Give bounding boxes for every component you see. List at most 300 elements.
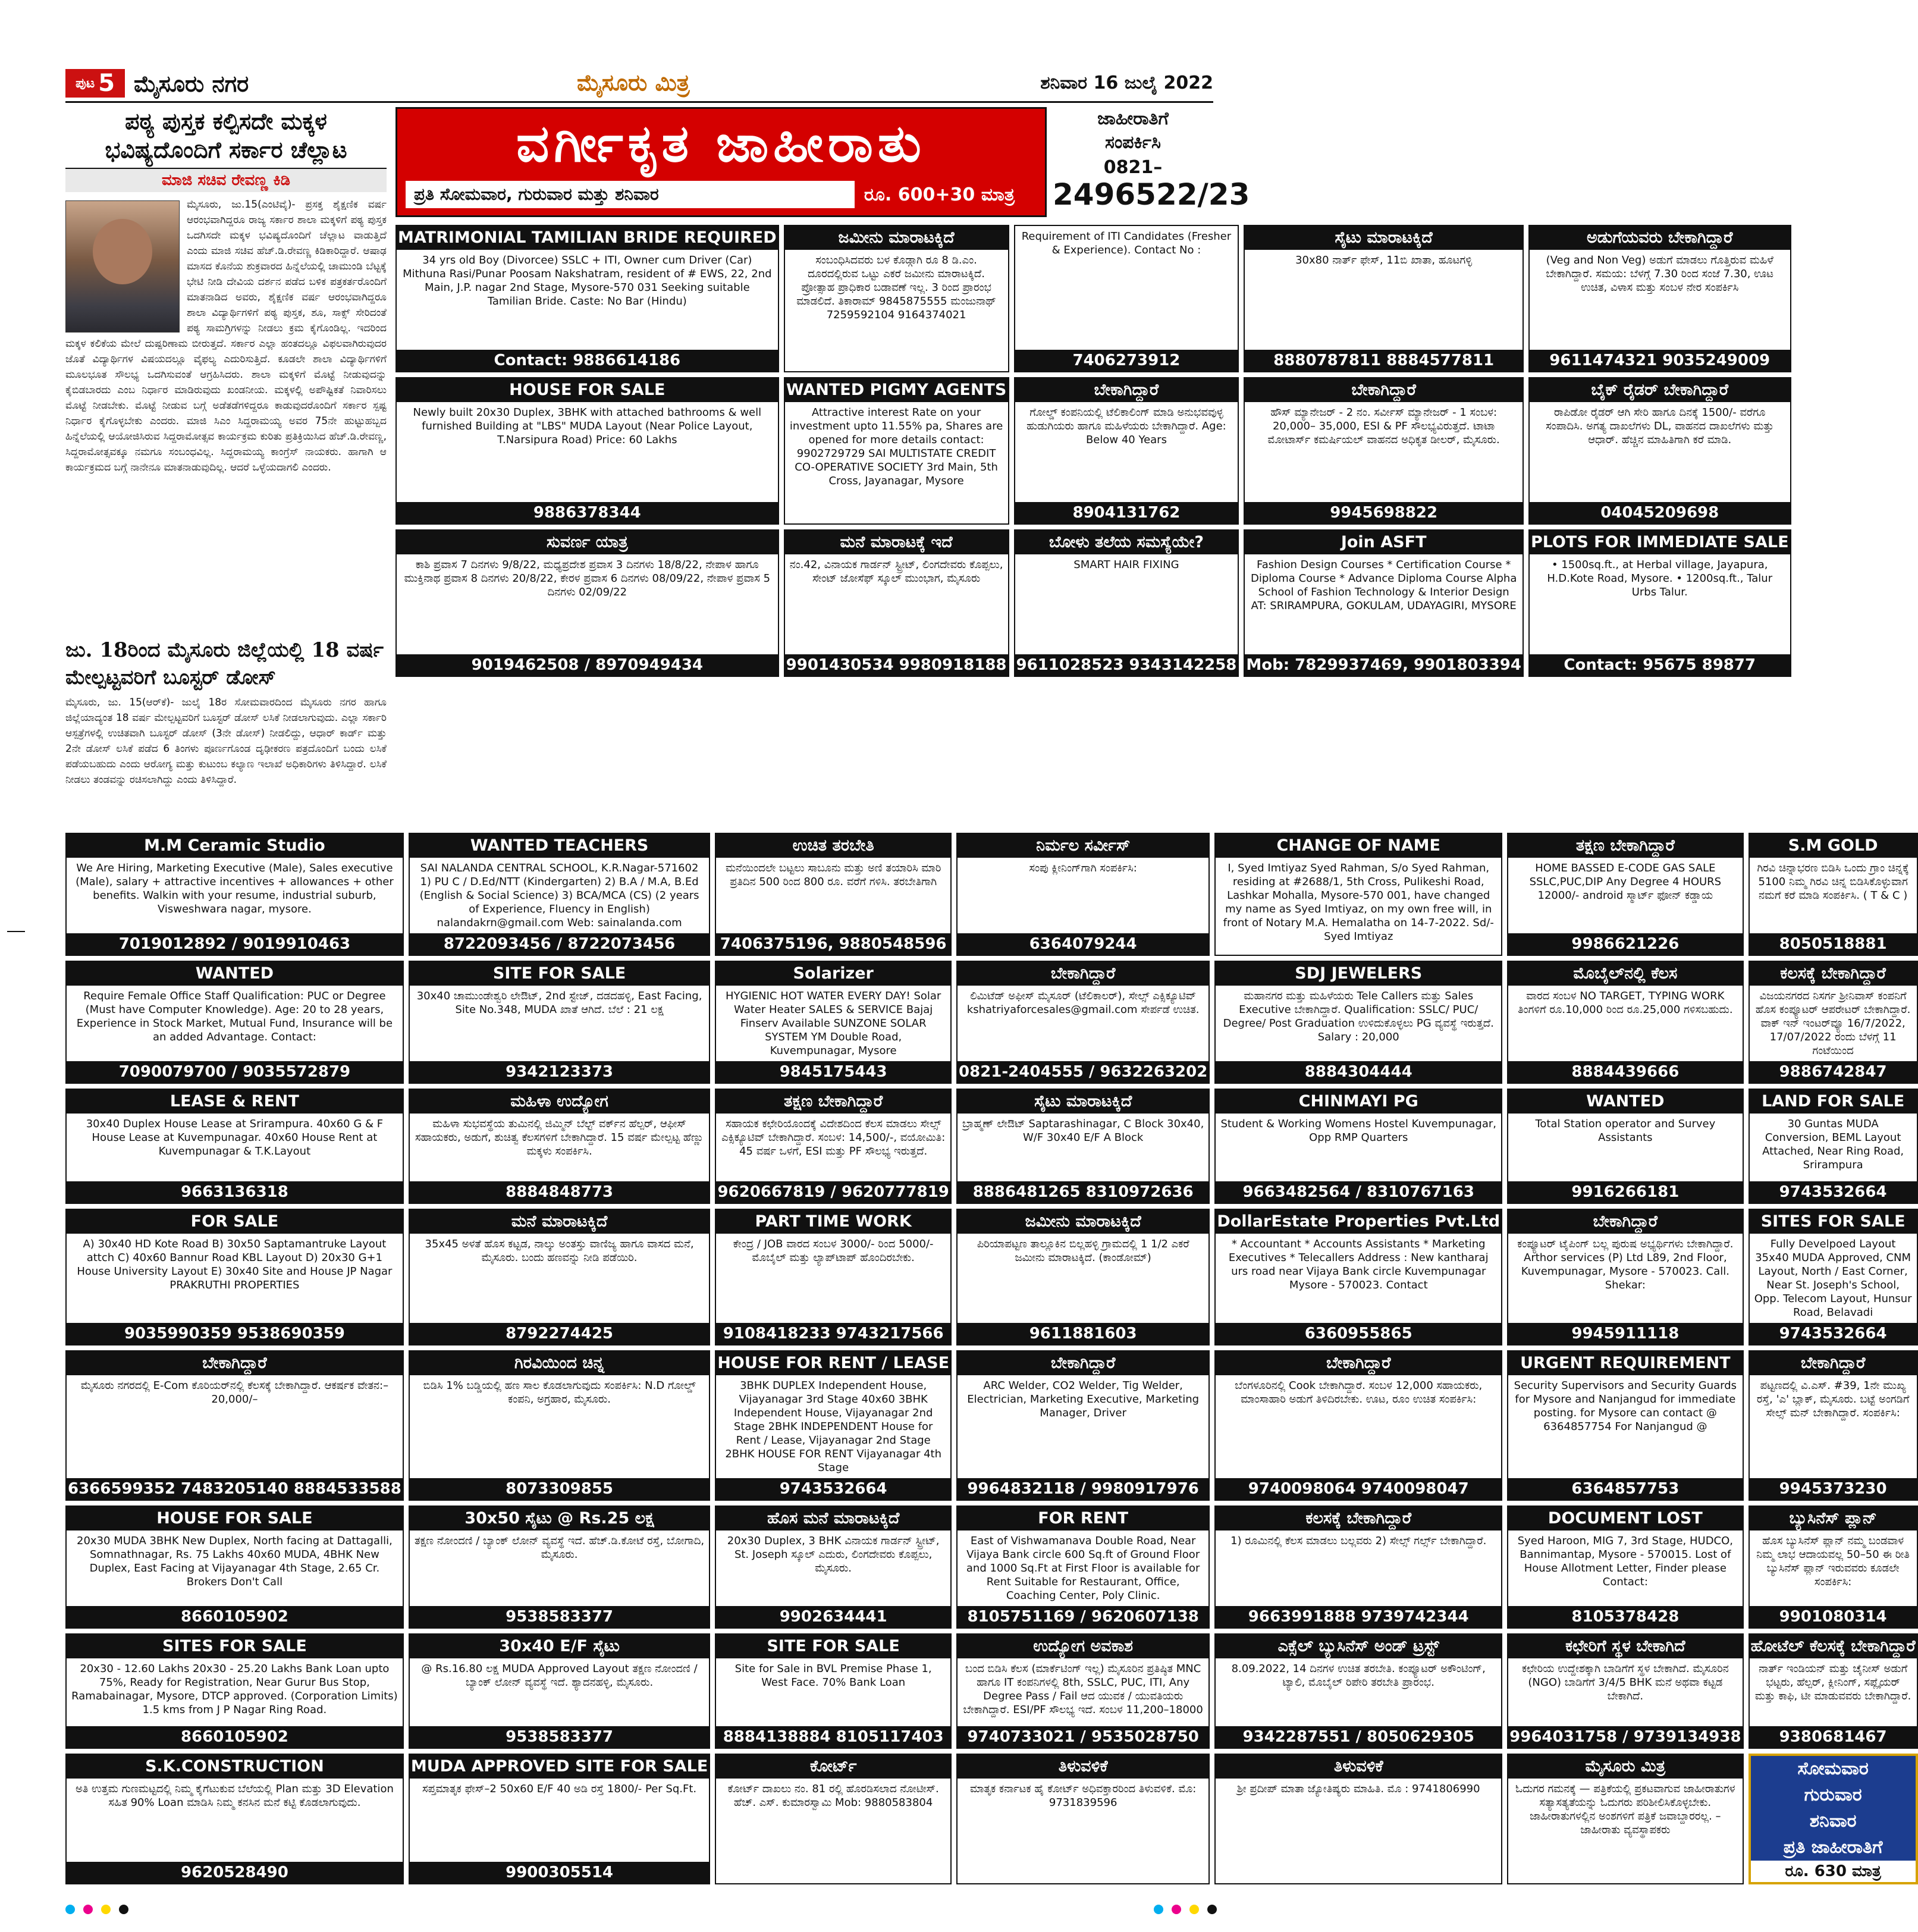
ad-title: ಮನೆ ಮಾರಾಟಕ್ಕಿದೆ bbox=[410, 1210, 709, 1234]
ad-title: ಬೇಕಾಗಿದ್ದಾರೆ bbox=[1216, 1351, 1501, 1375]
ad-phone: 9663991888 9739742344 bbox=[1216, 1606, 1501, 1627]
ad-phone: 9886742847 bbox=[1750, 1061, 1917, 1083]
ad-body: SMART HAIR FIXING bbox=[1073, 559, 1179, 571]
ad-phone: 9916266181 bbox=[1508, 1181, 1742, 1203]
ad-title: 30x40 E/F ಸೈಟು bbox=[410, 1635, 709, 1658]
ad-title: ಕೋರ್ಟ್ bbox=[716, 1755, 950, 1779]
rate-box-line4: ಪ್ರತಿ ಜಾಹೀರಾತಿಗೆ bbox=[1783, 1837, 1883, 1858]
ad-phone: 8660105902 bbox=[67, 1726, 403, 1748]
classified-ad bbox=[1528, 377, 1791, 525]
classified-ad bbox=[1214, 961, 1502, 1084]
ad-phone: 9740733021 / 9535028750 bbox=[958, 1726, 1208, 1748]
main-ad-grid bbox=[65, 833, 1916, 1884]
classified-ad bbox=[1214, 833, 1502, 956]
ad-phone: Contact: 95675 89877 bbox=[1530, 654, 1790, 676]
ad-title: ಬೋಳು ತಲೆಯ ಸಮಸ್ಯೆಯೇ? bbox=[1015, 531, 1238, 554]
ad-body: ARC Welder, CO2 Welder, Tig Welder, Electrician, Marketing Executive, Marketing Manager, Driver bbox=[967, 1379, 1200, 1419]
classified-ad bbox=[956, 1754, 1210, 1884]
classified-ad bbox=[1214, 1754, 1502, 1884]
banner-price: ರೂ. 600+30 ಮಾತ್ರ bbox=[855, 181, 1024, 208]
ad-body: We Are Hiring, Marketing Executive (Male), Sales executive (Male), salary + attractive incentives + allowances + other benefits. Walkin with your resume, industrial suburb, Visweshwara nagar, mysore. bbox=[76, 862, 394, 915]
ad-title: ಬೇಕಾಗಿದ್ದಾರೆ bbox=[958, 1351, 1208, 1375]
section-title: ಮೈಸೂರು ನಗರ bbox=[134, 70, 249, 97]
ad-phone: 6364857753 bbox=[1508, 1478, 1742, 1500]
classified-ad bbox=[65, 1350, 404, 1501]
ad-title: ಜಮೀನು ಮಾರಾಟಕ್ಕಿದೆ bbox=[785, 226, 1008, 250]
ad-phone: 8050518881 bbox=[1750, 933, 1917, 955]
ad-title: FOR SALE bbox=[67, 1210, 403, 1234]
ad-title: S.M GOLD bbox=[1750, 834, 1917, 858]
ad-title: WANTED bbox=[67, 962, 403, 986]
rate-box-line2: ಗುರುವಾರ bbox=[1804, 1784, 1862, 1805]
ad-title: ತಿಳುವಳಿಕೆ bbox=[958, 1755, 1208, 1779]
ad-body: ಹೊಸ ಬ್ಯುಸಿನೆಸ್ ಪ್ಲಾನ್ ನಮ್ಮ ಬಂಡವಾಳ ನಿಮ್ಮ ಲಾಭ ಆದಾಯವಲ್ಲ 50–50 ಈ ರೀತಿ ಬ್ಯುಸಿನೆಸ್ ಪ್ಲಾನ್ ಇರುವವರು ಕೂಡಲೇ ಸಂಪರ್ಕಿಸಿ: bbox=[1756, 1535, 1910, 1588]
ad-body: @ Rs.16.80 ಲಕ್ಷ MUDA Approved Layout ತಕ್ಷಣ ನೋಂದಣಿ / ಬ್ಯಾಂಕ್ ಲೋನ್ ವ್ಯವಸ್ಥೆ ಇದೆ. ಶ್ಯಾದನಹಳ್ಳಿ, ಮೈಸೂರು. bbox=[421, 1663, 698, 1689]
ad-phone: 8073309855 bbox=[410, 1478, 709, 1500]
classified-ad bbox=[1749, 1350, 1918, 1501]
ad-body: ಕೋರ್ಟ್ ದಾಖಲು ನಂ. 81 ರಲ್ಲಿ ಹೊರಡಿಸಲಾದ ನೋಟೀಸ್. ಹೆಚ್. ಎಸ್. ಕುಮಾರಸ್ವಾಮಿ Mob: 9880583804 bbox=[727, 1783, 939, 1809]
classified-ad bbox=[1749, 1209, 1918, 1346]
ad-title: ಬೇಕಾಗಿದ್ದಾರೆ bbox=[67, 1351, 403, 1375]
ad-title: MUDA APPROVED SITE FOR SALE bbox=[410, 1755, 709, 1779]
ad-body: ಹೌಸ್ ಮ್ಯಾನೇಜರ್ - 2 ನಂ. ಸರ್ವೀಸ್ ಮ್ಯಾನೇಜರ್ - 1 ಸಂಬಳ: 20,000– 35,000, ESI & PF ಸೌಲಭ್ಯವಿರುತ್ತದೆ. ಟಾಟಾ ಮೋಟಾರ್ಸ್ ಕಮರ್ಷಿಯಲ್ ವಾಹನದ ಅಧಿಕೃತ ಡೀಲರ್, ಮೈಸೂರು. bbox=[1267, 406, 1500, 446]
ad-title: ಕಛೇರಿಗೆ ಸ್ಥಳ ಬೇಕಾಗಿದೆ bbox=[1508, 1635, 1742, 1658]
banner-bar bbox=[406, 181, 1024, 208]
ad-title: CHANGE OF NAME bbox=[1216, 834, 1501, 858]
ad-title: ಬ್ಯುಸಿನೆಸ್ ಪ್ಲಾನ್ bbox=[1750, 1507, 1917, 1530]
page-number-box bbox=[65, 69, 125, 98]
ad-phone: 8105751169 / 9620607138 bbox=[958, 1606, 1208, 1627]
ad-body: ನಾರ್ತ್ ಇಂಡಿಯನ್ ಮತ್ತು ಚೈನೀಸ್ ಅಡುಗೆ ಭಟ್ಟರು, ಹೆಲ್ಪರ್, ಕ್ಲೀನಿಂಗ್, ಸಪ್ಲೈಯರ್ ಮತ್ತು ಕಾಫಿ, ಟೀ ಮಾಡುವವರು ಬೇಕಾಗಿದ್ದಾರೆ. bbox=[1754, 1663, 1911, 1702]
article-headline: ಪಠ್ಯ ಪುಸ್ತಕ ಕಲ್ಪಿಸದೇ ಮಕ್ಕಳ ಭವಿಷ್ಯದೊಂದಿಗೆ ಸರ್ಕಾರ ಚೆಲ್ಲಾಟ bbox=[105, 108, 347, 163]
ad-body: ಮಾತೃಕ ಕರ್ನಾಟಕ ಹೈ ಕೋರ್ಟ್ ಅಧಿವಕ್ತಾರರಿಂದ ತಿಳುವಳಿಕೆ. ಮೊ: 9731839596 bbox=[970, 1783, 1197, 1809]
cyan-mark bbox=[1154, 1905, 1163, 1914]
classified-ad bbox=[1507, 1633, 1743, 1749]
ad-title: HOUSE FOR RENT / LEASE bbox=[716, 1351, 950, 1375]
ad-phone: 9611028523 9343142258 bbox=[1015, 654, 1238, 676]
ad-phone: 8884138884 8105117403 bbox=[716, 1726, 950, 1748]
ad-body: HYGIENIC HOT WATER EVERY DAY! Solar Water Heater SALES & SERVICE Bajaj Finserv Available SUNZONE SOLAR SYSTEM YM Double Road, Kuvempunagar, Mysore bbox=[725, 990, 941, 1057]
ad-phone: 8884848773 bbox=[410, 1181, 709, 1203]
ad-title: Join ASFT bbox=[1245, 531, 1523, 554]
ad-phone: 9342123373 bbox=[410, 1061, 709, 1083]
ad-phone: 9019462508 / 8970949434 bbox=[397, 654, 778, 676]
classified-ad bbox=[1749, 1506, 1918, 1629]
contact-line1: ಜಾಹೀರಾತಿಗೆ bbox=[1097, 108, 1169, 129]
ad-phone: 8886481265 8310972636 bbox=[958, 1181, 1208, 1203]
ad-phone: 8880787811 8884577811 bbox=[1245, 350, 1523, 371]
ad-title: ತಕ್ಷಣ ಬೇಕಾಗಿದ್ದಾರೆ bbox=[1508, 834, 1742, 858]
ad-body: 30x40 ಚಾಮುಂಡೇಶ್ವರಿ ಲೇಔಟ್, 2nd ಸ್ಟೇಜ್, ದಡದಹಳ್ಳಿ, East Facing, Site No.348, MUDA ಖಾತೆ ಆಗಿದೆ. ಬೆಲೆ : 21 ಲಕ್ಷ bbox=[416, 990, 702, 1016]
classified-ad bbox=[1507, 1506, 1743, 1629]
ad-body: HOME BASSED E-CODE GAS SALE SSLC,PUC,DIP Any Degree 4 HOURS 12000/- android ಸ್ಮಾರ್ಟ್ ಫೋನ್ ಕಡ್ಡಾಯ bbox=[1529, 862, 1722, 902]
ad-body: ಕಛೇರಿಯ ಉದ್ದೇಶಕ್ಕಾಗಿ ಬಾಡಿಗೆಗೆ ಸ್ಥಳ ಬೇಕಾಗಿದೆ. ಮೈಸೂರಿನ (NGO) ಬಾಡಿಗೆಗೆ 3/4/5 BHK ಮನೆ ಅಥವಾ ಕಟ್ಟಡ ಬೇಕಾಗಿದೆ. bbox=[1521, 1663, 1729, 1702]
ad-title: ಗಿರವಿಯಿಂದ ಚಿನ್ನ bbox=[410, 1351, 709, 1375]
classified-ad bbox=[715, 1633, 952, 1749]
classified-ad bbox=[1749, 833, 1918, 956]
magenta-mark bbox=[1172, 1905, 1181, 1914]
magenta-mark bbox=[83, 1905, 93, 1914]
classified-ad bbox=[1749, 1089, 1918, 1204]
ad-body: ಬಂದ ಬಿಡಿಸಿ ಕೆಲಸ (ಮಾರ್ಕೆಟಿಂಗ್ ಇಲ್ಲ) ಮೈಸೂರಿನ ಪ್ರತಿಷ್ಠಿತ MNC ಹಾಗೂ IT ಕಂಪನಿಗಳಲ್ಲಿ 8th, SSLC, PUC, ITI, Any Degree Pass / Fail ಆದ ಯುವಕ / ಯುವತಿಯರು ಬೇಕಾಗಿದ್ದಾರೆ. ESI/PF ಸೌಲಭ್ಯ ಇದೆ. ಸಂಬಳ 11,200–18000 bbox=[963, 1663, 1203, 1716]
paper-name: ಮೈಸೂರು ಮಿತ್ರ bbox=[577, 69, 690, 96]
classified-ad bbox=[65, 1089, 404, 1204]
black-mark bbox=[119, 1905, 128, 1914]
ad-phone: 7406273912 bbox=[1015, 350, 1238, 371]
classified-ad bbox=[409, 1350, 710, 1501]
masthead bbox=[65, 65, 1213, 103]
color-registration-marks bbox=[65, 1905, 128, 1914]
ad-body: ಬೆಂಗಳೂರಿನಲ್ಲಿ Cook ಬೇಕಾಗಿದ್ದಾರೆ. ಸಂಬಳ 12,000 ಸಹಾಯಕರು, ಮಾಂಸಾಹಾರಿ ಅಡುಗೆ ತಿಳಿದಿರಬೇಕು. ಊಟ, ರೂಂ ಉಚಿತ ಸಂಪರ್ಕಿಸಿ: bbox=[1235, 1379, 1483, 1406]
ad-title: PART TIME WORK bbox=[716, 1210, 950, 1234]
article-booster bbox=[65, 636, 387, 788]
classified-ad bbox=[1507, 833, 1743, 956]
ad-phone: 9740098064 9740098047 bbox=[1216, 1478, 1501, 1500]
ad-title: MATRIMONIAL TAMILIAN BRIDE REQUIRED bbox=[397, 226, 778, 250]
ad-title: SITES FOR SALE bbox=[1750, 1210, 1917, 1234]
ad-title: SITE FOR SALE bbox=[410, 962, 709, 986]
ad-phone: 9342287551 / 8050629305 bbox=[1216, 1726, 1501, 1748]
classified-ad bbox=[1507, 1754, 1743, 1884]
classified-ad bbox=[65, 833, 404, 956]
ad-body: Security Supervisors and Security Guards for Mysore and Nanjangud for immediate posting. for Mysore can contact @ 6364857754 For Nanjangud @ bbox=[1514, 1379, 1737, 1433]
ad-title: ಕಲಸಕ್ಕೆ ಬೇಕಾಗಿದ್ದಾರೆ bbox=[1216, 1507, 1501, 1530]
ad-phone: 8722093456 / 8722073456 bbox=[410, 933, 709, 955]
ad-body: Attractive interest Rate on your investment upto 11.55% pa, Shares are opened for more details contact: 9902729729 SAI MULTISTATE CREDIT CO-OPERATIVE SOCIETY 3rd Main, 5th Cross, Jayanagar, Mysore bbox=[789, 406, 1003, 487]
ad-phone: 9901080314 bbox=[1750, 1606, 1917, 1627]
ad-phone: 9945911118 bbox=[1508, 1323, 1742, 1344]
ad-title: SITES FOR SALE bbox=[67, 1635, 403, 1658]
ad-phone: 6364079244 bbox=[958, 933, 1208, 955]
ad-phone: 9663482564 / 8310767163 bbox=[1216, 1181, 1501, 1203]
ad-phone: 9620667819 / 9620777819 bbox=[716, 1181, 950, 1203]
ad-phone: 9611474321 9035249009 bbox=[1530, 350, 1790, 371]
ad-body: Requirement of ITI Candidates (Fresher & Experience). Contact No : bbox=[1021, 230, 1232, 256]
classified-ad bbox=[1244, 225, 1524, 372]
ad-phone: 8884439666 bbox=[1508, 1061, 1742, 1083]
classified-ad bbox=[784, 529, 1009, 677]
ad-body: 30x80 ನಾರ್ತ್ ಫೇಸ್, 11ಬಿ ಖಾತಾ, ಹೂಟಗಳ್ಳಿ bbox=[1295, 254, 1473, 266]
ad-phone: 8660105902 bbox=[67, 1606, 403, 1627]
ad-body: 30x40 Duplex House Lease at Srirampura. 40x60 G & F House Lease at Kuvempunagar. 40x60 House Rent at Kuvempunagar & T.K.Layout bbox=[86, 1118, 384, 1158]
ad-body: ಲಿಮಿಟೆಡ್ ಅಫೀಸ್ ಮೈಸೂರ್ (ಟೆಲಿಕಾಲರ್), ಸೇಲ್ಸ್ ಎಕ್ಸಿಕ್ಯೂಟಿವ್ kshatriyaforcesales@gmail.com ಸೇರ್ಪಡೆ ಉಚಿತ. bbox=[966, 990, 1200, 1016]
classified-ad bbox=[1014, 377, 1239, 525]
classified-ad bbox=[715, 833, 952, 956]
ad-body: (Veg and Non Veg) ಅಡುಗೆ ಮಾಡಲು ಗೊತ್ತಿರುವ ಮಹಿಳೆ ಬೇಕಾಗಿದ್ದಾರೆ. ಸಮಯ: ಬೆಳಗ್ಗೆ 7.30 ರಿಂದ ಸಂಜೆ 7.30, ಊಟ ಉಚಿತ, ವಿಳಾಸ ಮತ್ತು ಸಂಬಳ ನೇರ ಸಂಪರ್ಕಿಸಿ bbox=[1546, 254, 1774, 294]
ad-phone: 9380681467 bbox=[1750, 1726, 1917, 1748]
article-body-text: ಮೈಸೂರು, ಜು.15(ಎಂಟಿವೈ)- ಪ್ರಸಕ್ತ ಶೈಕ್ಷಣಿಕ ವರ್ಷ ಆರಂಭವಾಗಿದ್ದರೂ ರಾಜ್ಯ ಸರ್ಕಾರ ಶಾಲಾ ಮಕ್ಕಳಿಗೆ ಪಠ್ಯ ಪುಸ್ತಕ ಒದಗಿಸದೇ ಮಕ್ಕಳ ಭವಿಷ್ಯದೊಂದಿಗೆ ಚೆಲ್ಲಾಟ ವಾಡುತ್ತಿದೆ ಎಂದು ಮಾಜಿ ಸಚಿವ ಹೆಚ್.ಡಿ.ರೇವಣ್ಣ ಕಿಡಿಕಾರಿದ್ದಾರೆ. ಆಷಾಢ ಮಾಸದ ಕೊನೆಯ ಶುಕ್ರವಾರದ ಹಿನ್ನೆಲೆಯಲ್ಲಿ ಚಾಮುಂಡಿ ಬೆಟ್ಟಕ್ಕೆ ಭೇಟಿ ನೀಡಿ ದೇವಿಯ ದರ್ಶನ ಪಡೆದ ಬಳಿಕ ಪತ್ರಕರ್ತರೊಂದಿಗೆ ಮಾತನಾಡಿದ ಅವರು, ಶೈಕ್ಷಣಿಕ ವರ್ಷ ಆರಂಭವಾಗಿದ್ದರೂ ಶಾಲಾ ವಿದ್ಯಾರ್ಥಿಗಳಿಗೆ ಪಠ್ಯ ಪುಸ್ತಕ, ಶೂ, ಸಾಕ್ಸ್ ಸೇರಿದಂತೆ ಪಠ್ಯ ಸಾಮಗ್ರಿಗಳನ್ನು ನೀಡಲು ಕ್ರಮ ಕೈಗೊಂಡಿಲ್ಲ. ಇದರಿಂದ ಮಕ್ಕಳ ಕಲಿಕೆಯ ಮೇಲೆ ದುಷ್ಪರಿಣಾಮ ಬೀರುತ್ತದೆ. ಸರ್ಕಾರ ಎಲ್ಲಾ ಹಂತದಲ್ಲೂ ವಿಫಲವಾಗಿರುವುದರ ಜೊತೆ ವಿದ್ಯಾರ್ಥಿಗಳ ವಿಷಯದಲ್ಲೂ ವೈಫಲ್ಯ ಎದುರಿಸುತ್ತಿದೆ. ಕೂಡಲೇ ಶಾಲಾ ವಿದ್ಯಾರ್ಥಿಗಳಿಗೆ ಮೂಲಭೂತ ಸೌಲಭ್ಯ ಒದಗಿಸುವಂತೆ ಆಗ್ರಹಿಸಿದರು. ಶಾಲಾ ಮಕ್ಕಳಿಗೆ ಮೊಟ್ಟೆ ನೀಡುವುದನ್ನು ಕೈಬಿಡಬಾರದು ಎಂಬ ನಿರ್ಧಾರ ಮಾಡಿರುವುದು ಖಂಡನೀಯ. ಮಕ್ಕಳಲ್ಲಿ ಅಪೌಷ್ಟಿಕತೆ ನಿವಾರಿಸಲು ಮೊಟ್ಟೆ ನೀಡಬೇಕು. ಮೊಟ್ಟೆ ನೀಡುವ ಬಗ್ಗೆ ಅಡೆತಡೆಗಳಿದ್ದರೂ ಕಾಡುವುದರೊಂದಿಗೆ ಸರ್ಕಾರ ಸ್ಪಷ್ಟ ನಿರ್ಧಾರ ಕೈಗೊಳ್ಳಬೇಕು ಎಂದರು. ಮಾಜಿ ಸಿಎಂ ಸಿದ್ದರಾಮಯ್ಯ ಅವರ 75ನೇ ಹುಟ್ಟುಹಬ್ಬದ ಹಿನ್ನೆಲೆಯಲ್ಲಿ ಆಯೋಜಿಸಿರುವ ಸಿದ್ದರಾಮೋತ್ಸವ ಕಾರ್ಯಕ್ರಮ ಕುರಿತು ಪ್ರತಿಕ್ರಿಯಿಸಿದ ಹೆಚ್.ಡಿ.ರೇವಣ್ಣ, ಸಿದ್ದರಾಮೋತ್ಸವಕ್ಕೂ ನಮಗೂ ಸಂಬಂಧವಿಲ್ಲ. ಸಿದ್ದರಾಮಯ್ಯ ಕಾಂಗ್ರೆಸ್ ನಾಯಕರು. ಹಾಗಾಗಿ ಆ ಕಾರ್ಯಕ್ರಮದ ಬಗ್ಗೆ ನಾನೇನೂ ಮಾತನಾಡುವುದಿಲ್ಲ. ಆದರೆ ಒಳ್ಳೆಯದಾಗಲಿ ಎಂದರು. bbox=[65, 199, 387, 473]
classified-ad bbox=[409, 1506, 710, 1629]
ad-phone: 7019012892 / 9019910463 bbox=[67, 933, 403, 955]
classified-ad bbox=[1244, 377, 1524, 525]
ad-title: FOR RENT bbox=[958, 1507, 1208, 1530]
ad-body: ಸಹಾಯಕ ಕಛೇರಿಯೊಂದಕ್ಕೆ ವಿದೇಶದಿಂದ ಕೆಲಸ ಮಾಡಲು ಸೇಲ್ಸ್ ಎಕ್ಸಿಕ್ಯೂಟಿವ್ ಬೇಕಾಗಿದ್ದಾರೆ. ಸಂಬಳ: 14,500/-, ವಯೋಮಿತಿ: 45 ವರ್ಷ ಒಳಗೆ, ESI ಮತ್ತು PF ಸೌಲಭ್ಯ ಇರುತ್ತದೆ. bbox=[721, 1118, 946, 1158]
ad-phone: 8105378428 bbox=[1508, 1606, 1742, 1627]
classified-ad bbox=[1214, 1633, 1502, 1749]
ad-body: ವಿಜಯನಗರದ ನಿಸರ್ಗ ಶ್ರೀನಿವಾಸ್ ಕಂಪನಿಗೆ ಹೊಸ ಕಂಪ್ಯೂಟರ್ ಆಪರೇಟರ್ ಬೇಕಾಗಿದ್ದಾರೆ. ವಾಕ್ ಇನ್ ಇಂಟರ್‌ವ್ಯೂ 16/7/2022, 17/07/2022 ರಂದು ಬೆಳಗ್ಗೆ 11 ಗಂಟೆಯಿಂದ bbox=[1755, 990, 1911, 1057]
ad-title: ಸೈಟು ಮಾರಾಟಕ್ಕಿದೆ bbox=[958, 1090, 1208, 1114]
ad-phone: 9902634441 bbox=[716, 1606, 950, 1627]
date-line: ಶನಿವಾರ 16 ಜುಲೈ 2022 bbox=[1040, 73, 1213, 93]
ad-body: ಬಿಡಿಸಿ 1% ಬಡ್ಡಿಯಲ್ಲಿ ಹಣ ಸಾಲ ಕೊಡಲಾಗುವುದು ಸಂಪರ್ಕಿಸಿ: N.D ಗೋಲ್ಡ್ ಕಂಪನಿ, ಅಗ್ರಹಾರ, ಮೈಸೂರು. bbox=[423, 1379, 696, 1406]
article-headline: ಜು. 18ರಿಂದ ಮೈಸೂರು ಜಿಲ್ಲೆಯಲ್ಲಿ 18 ವರ್ಷ ಮೇಲ್ಪಟ್ಟವರಿಗೆ ಬೂಸ್ಟರ್ ಡೋಸ್ bbox=[65, 638, 384, 689]
ad-body: 34 yrs old Boy (Divorcee) SSLC + ITI, Owner cum Driver (Car) Mithuna Rasi/Punar Poosam Nakshatram, resident of # EWS, 22, 2nd Main, J.P. nagar 2nd Stage, Mysore-570 031 Seeking suitable Tamilian Bride. Caste: No Bar (Hindu) bbox=[403, 254, 772, 308]
ad-phone: 9620528490 bbox=[67, 1862, 403, 1883]
classified-ad bbox=[715, 1506, 952, 1629]
ad-title: ಮೈಸೂರು ಮಿತ್ರ bbox=[1508, 1755, 1742, 1779]
ad-title: HOUSE FOR SALE bbox=[67, 1507, 403, 1530]
classified-banner bbox=[395, 107, 1047, 217]
ad-body: ಮನೆಯಿಂದಲೇ ಬಟ್ಟಲು ಸಾಬೂನು ಮತ್ತು ಅಣಿ ತಯಾರಿಸಿ ಮಾರಿ ಪ್ರತಿದಿನ 500 ರಿಂದ 800 ರೂ. ವರೆಗೆ ಗಳಿಸಿ. ತರಬೇತಿಗಾಗಿ bbox=[725, 862, 941, 888]
ad-title: ಉಚಿತ ತರಬೇತಿ bbox=[716, 834, 950, 858]
ad-title: WANTED PIGMY AGENTS bbox=[785, 378, 1008, 402]
ad-title: 30x50 ಸೈಟು @ Rs.25 ಲಕ್ಷ bbox=[410, 1507, 709, 1530]
ad-title: ಮೊಬೈಲ್‌ನಲ್ಲಿ ಕೆಲಸ bbox=[1508, 962, 1742, 986]
ad-phone: 8904131762 bbox=[1015, 502, 1238, 523]
ad-body: ರಾಪಿಡೋ ರೈಡರ್ ಆಗಿ ಸೇರಿ ಹಾಗೂ ದಿನಕ್ಕೆ 1500/- ವರೆಗೂ ಸಂಪಾದಿಸಿ. ಅಗತ್ಯ ದಾಖಲೆಗಳು DL, ವಾಹನದ ದಾಖಲೆಗಳು ಮತ್ತು ಆಧಾರ್. ಹೆಚ್ಚಿನ ಮಾಹಿತಿಗಾಗಿ ಕರೆ ಮಾಡಿ. bbox=[1546, 406, 1774, 446]
ad-body: Syed Haroon, MIG 7, 3rd Stage, HUDCO, Bannimantap, Mysore - 570015. Lost of House Allotment Letter, Finder please Contact: bbox=[1517, 1535, 1734, 1588]
ad-phone: 6360955865 bbox=[1216, 1323, 1501, 1344]
black-mark bbox=[1207, 1905, 1217, 1914]
ad-body: ಗಿರವಿ ಚಿನ್ನಾಭರಣ ಬಿಡಿಸಿ ಒಂದು ಗ್ರಾಂ ಚಿನ್ನಕ್ಕೆ 5100 ನಿಮ್ಮ ಗಿರವಿ ಚಿನ್ನ ಬಿಡಿಸಿಕೊಳ್ಳುವಾಗ ನಮಗೆ ಕರೆ ಮಾಡಿ ಸಂಪರ್ಕಿಸಿ. ( T & C ) bbox=[1757, 862, 1909, 902]
ad-body: ಕಂಪ್ಯೂಟರ್ ಟೈಪಿಂಗ್ ಬಲ್ಲ ಪುರುಷ ಅಭ್ಯರ್ಥಿಗಳು ಬೇಕಾಗಿದ್ದಾರೆ. Arthor services (P) Ltd L89, 2nd Floor, Kuvempunagar, Mysore - 570023. Call. Shekar: bbox=[1517, 1238, 1734, 1291]
ad-title: SDJ JEWELERS bbox=[1216, 962, 1501, 986]
classified-ad bbox=[715, 1089, 952, 1204]
classified-ad bbox=[65, 1506, 404, 1629]
classified-ad bbox=[409, 1089, 710, 1204]
ad-title: DollarEstate Properties Pvt.Ltd bbox=[1216, 1210, 1501, 1234]
ad-title: Solarizer bbox=[716, 962, 950, 986]
ad-phone: 8792274425 bbox=[410, 1323, 709, 1344]
classified-ad bbox=[956, 961, 1210, 1084]
ad-title: ಅಡುಗೆಯವರು ಬೇಕಾಗಿದ್ದಾರೆ bbox=[1530, 226, 1790, 250]
classified-ad bbox=[409, 1754, 710, 1884]
rate-box-line1: ಸೋಮವಾರ bbox=[1797, 1758, 1869, 1779]
classified-ad bbox=[395, 377, 779, 525]
classified-ad bbox=[1014, 529, 1239, 677]
ad-phone: 9035990359 9538690359 bbox=[67, 1323, 403, 1344]
classified-ad bbox=[784, 225, 1009, 372]
classified-contact bbox=[1053, 107, 1250, 217]
classified-ad bbox=[395, 529, 779, 677]
page-number: 5 bbox=[98, 70, 115, 97]
classified-ad bbox=[409, 833, 710, 956]
classified-ad bbox=[1214, 1209, 1502, 1346]
ad-body: ಸಂಪು ಕ್ಲೀನಿಂಗ್‌ಗಾಗಿ ಸಂಪರ್ಕಿಸಿ: bbox=[1029, 862, 1137, 874]
ad-body: Student & Working Womens Hostel Kuvempunagar, Opp RMP Quarters bbox=[1220, 1118, 1497, 1144]
ad-phone: 9108418233 9743217566 bbox=[716, 1323, 950, 1344]
ad-body: ಕಾಶಿ ಪ್ರವಾಸ 7 ದಿನಗಳು 9/8/22, ಮಧ್ಯಪ್ರದೇಶ ಪ್ರವಾಸ 3 ದಿನಗಳು 18/8/22, ನೇಪಾಳ ಹಾಗೂ ಮುಕ್ತಿನಾಥ ಪ್ರವಾಸ 8 ದಿನಗಳು 20/8/22, ಕೇರಳ ಪ್ರವಾಸ 6 ದಿನಗಳು 08/09/22, ನೇಪಾಳ ಪ್ರವಾಸ 5 ದಿನಗಳು 02/09/22 bbox=[404, 559, 771, 598]
ad-body: ಪಿರಿಯಾಪಟ್ಟಣ ತಾಲ್ಲೂಕಿನ ಬಿಲ್ಲಹಳ್ಳಿ ಗ್ರಾಮದಲ್ಲಿ 1 1/2 ಎಕರೆ ಜಮೀನು ಮಾರಾಟಕ್ಕಿದೆ. (ಕಾಂಡೋಮ್) bbox=[977, 1238, 1189, 1264]
ad-phone: Contact: 9886614186 bbox=[397, 350, 778, 371]
ad-body: ಶ್ರೀ ಪ್ರದೀಪ್ ಮಾತಾ ಜ್ಯೋತಿಷ್ಯರು ಮಾಹಿತಿ. ಮೊ : 9741806990 bbox=[1236, 1783, 1480, 1795]
ad-title: ಹೋಟೆಲ್ ಕೆಲಸಕ್ಕೆ ಬೇಕಾಗಿದ್ದಾರೆ bbox=[1750, 1635, 1917, 1658]
classified-ad bbox=[65, 961, 404, 1084]
ad-body: Total Station operator and Survey Assistants bbox=[1535, 1118, 1716, 1144]
ad-phone: 9945698822 bbox=[1245, 502, 1523, 523]
ad-title: M.M Ceramic Studio bbox=[67, 834, 403, 858]
article-body bbox=[65, 197, 387, 475]
ad-title: SITE FOR SALE bbox=[716, 1635, 950, 1658]
ad-title: ತಿಳುವಳಿಕೆ bbox=[1216, 1755, 1501, 1779]
classified-ad bbox=[784, 377, 1009, 525]
ad-phone: 9986621226 bbox=[1508, 933, 1742, 955]
classified-ad bbox=[715, 1350, 952, 1501]
ad-body: * Accountant * Accounts Assistants * Marketing Executives * Telecallers Address : New kantharaj urs road near Vijaya Bank circle Kuvempunagar Mysore - 570023. Contact bbox=[1228, 1238, 1489, 1291]
rate-box bbox=[1749, 1754, 1918, 1884]
classified-ad bbox=[715, 1209, 952, 1346]
ad-phone: 0821-2404555 / 9632263202 bbox=[958, 1061, 1208, 1083]
page-label: ಪುಟ bbox=[75, 76, 95, 91]
ad-title: DOCUMENT LOST bbox=[1508, 1507, 1742, 1530]
classified-ad bbox=[956, 1350, 1210, 1501]
ad-body: ವಾರದ ಸಂಬಳ NO TARGET, TYPING WORK ತಿಂಗಳಿಗೆ ರೂ.10,000 ರಿಂದ ರೂ.25,000 ಗಳಿಸಬಹುದು. bbox=[1518, 990, 1733, 1016]
classified-ad bbox=[956, 1506, 1210, 1629]
ad-body: Fully Develpoed Layout 35x40 MUDA Approved, CNM Layout, North / East Corner, Near St. Joseph's School, Opp. Telecom Layout, Hunsur Road, Belavadi bbox=[1754, 1238, 1912, 1319]
contact-number-prefix: 0821– bbox=[1103, 157, 1163, 178]
ad-body: ತಕ್ಷಣ ನೋಂದಣಿ / ಬ್ಯಾಂಕ್ ಲೋನ್ ವ್ಯವಸ್ಥೆ ಇದೆ. ಹೆಚ್.ಡಿ.ಕೋಟೆ ರಸ್ತೆ, ಬೋಗಾದಿ, ಮೈಸೂರು. bbox=[415, 1535, 705, 1561]
ad-phone: 9663136318 bbox=[67, 1181, 403, 1203]
ad-body: I, Syed Imtiyaz Syed Rahman, S/o Syed Rahman, residing at #2688/1, 5th Cross, Pulikeshi Road, Lashkar Mohalla, Mysore-570 001, have changed my name as Syed Imtiyaz, on my own free will, in front of Notary M.A. Hemalatha on 14-7-2022. Sd/- Syed Imtiyaz bbox=[1223, 862, 1494, 943]
ad-body: SAI NALANDA CENTRAL SCHOOL, K.R.Nagar-571602 1) PU C / D.Ed/NTT (Kindergarten) 2) B.A / M.A, B.Ed (English & Social Science) 3) BCA/MCA (CS) (2 years of Experience, Fluency in English) nalandakrn@gmail.com Web: sainalanda.com bbox=[419, 862, 699, 929]
ad-title: CHINMAYI PG bbox=[1216, 1090, 1501, 1114]
ad-title: ಬೇಕಾಗಿದ್ದಾರೆ bbox=[1750, 1351, 1917, 1375]
classified-ad bbox=[409, 1633, 710, 1749]
ad-body: Newly built 20x30 Duplex, 3BHK with attached bathrooms & well furnished Building at "LBS" MUDA Layout (Near Police Layout, T.Narsipura Road) Price: 60 Lakhs bbox=[413, 406, 762, 446]
ad-title: ಬೇಕಾಗಿದ್ದಾರೆ bbox=[958, 962, 1208, 986]
ad-body: Require Female Office Staff Qualification: PUC or Degree (Must have Computer Knowledge). Age: 20 to 28 years, Experience in Stock Market, Mutual Fund, Insurance will be an added Advantage. Contact: bbox=[76, 990, 393, 1043]
ad-body: 20x30 MUDA 3BHK New Duplex, North facing at Dattagalli, Somnathnagar, Rs. 75 Lakhs 40x60 MUDA, 4BHK New Duplex, East Facing at Vijayanagar 4th Stage, 2.65 Cr. Brokers Don't Call bbox=[77, 1535, 393, 1588]
classified-ad bbox=[65, 1209, 404, 1346]
ad-body: ಗೋಲ್ಡ್ ಕಂಪನಿಯಲ್ಲಿ ಟೆಲಿಕಾಲಿಂಗ್ ಮಾಡಿ ಅನುಭವವುಳ್ಳ ಹುಡುಗಿಯರು ಹಾಗೂ ಮಹಿಳೆಯರು ಬೇಕಾಗಿದ್ದಾರೆ. Age: Below 40 Years bbox=[1027, 406, 1226, 446]
ad-title: ಬೈಕ್ ರೈಡರ್ ಬೇಕಾಗಿದ್ದಾರೆ bbox=[1530, 378, 1790, 402]
ad-body: 3BHK DUPLEX Independent House, Vijayanagar 3rd Stage 40x60 3BHK Independent House, Vijayanagar 2nd Stage 2BHK INDEPENDENT House for Rent / Lease, Vijayanagar 2nd Stage 2BHK HOUSE FOR RENT Vijayanagar 4th Stage bbox=[725, 1379, 941, 1474]
ad-body: ಸಪ್ತಮಾತೃಕ ಫೇಸ್–2 50x60 E/F 40 ಅಡಿ ರಸ್ತೆ 1800/- Per Sq.Ft. bbox=[422, 1783, 697, 1795]
rate-box-price: ರೂ. 630 ಮಾತ್ರ bbox=[1751, 1861, 1916, 1882]
ad-body: ಓದುಗರ ಗಮನಕ್ಕೆ — ಪತ್ರಿಕೆಯಲ್ಲಿ ಪ್ರಕಟವಾಗುವ ಜಾಹೀರಾತುಗಳ ಸತ್ಯಾಸತ್ಯತೆಯನ್ನು ಓದುಗರು ಪರಿಶೀಲಿಸಿಕೊಳ್ಳಬೇಕು. ಜಾಹೀರಾತುಗಳಲ್ಲಿನ ಅಂಶಗಳಿಗೆ ಪತ್ರಿಕೆ ಜವಾಬ್ದಾರರಲ್ಲ. –ಜಾಹೀರಾತು ವ್ಯವಸ್ಥಾಪಕರು bbox=[1515, 1783, 1735, 1836]
article-subhead: ಮಾಜಿ ಸಚಿವ ರೇವಣ್ಣ ಕಿಡಿ bbox=[65, 168, 387, 192]
ad-body: • 1500sq.ft., at Herbal village, Jayapura, H.D.Kote Road, Mysore. • 1200sq.ft., Talur Urbs Talur. bbox=[1547, 559, 1773, 598]
ad-body: Site for Sale in BVL Premise Phase 1, West Face. 70% Bank Loan bbox=[734, 1663, 932, 1689]
ad-title: ಬೇಕಾಗಿದ್ದಾರೆ bbox=[1245, 378, 1523, 402]
ad-title: LAND FOR SALE bbox=[1750, 1090, 1917, 1114]
ad-body: 20x30 Duplex, 3 BHK ವಿನಾಯಕ ಗಾರ್ಡನ್ ಸ್ಟ್ರೀಟ್, St. Joseph ಸ್ಕೂಲ್ ಎದುರು, ಲಿಂಗದೇವರು ಕೊಪ್ಪಲು, ಮೈಸೂರು. bbox=[727, 1535, 940, 1575]
classified-ad bbox=[1528, 529, 1791, 677]
ad-title: ಬೇಕಾಗಿದ್ದಾರೆ bbox=[1508, 1210, 1742, 1234]
ad-title: ಸುವರ್ಣ ಯಾತ್ರ bbox=[397, 531, 778, 554]
ad-title: LEASE & RENT bbox=[67, 1090, 403, 1114]
ad-phone: 9538583377 bbox=[410, 1606, 709, 1627]
classified-ad bbox=[1507, 1089, 1743, 1204]
ad-phone: 7406375196, 9880548596 bbox=[716, 933, 950, 955]
ad-title: ಮಹಿಳಾ ಉದ್ಯೋಗ bbox=[410, 1090, 709, 1114]
ad-body: ಮಹಾನಗರ ಮತ್ತು ಮಹಿಳೆಯರು Tele Callers ಮತ್ತು Sales Executive ಬೇಕಾಗಿದ್ದಾರೆ. Qualification: SSLC/ PUC/ Degree/ Post Graduation ಉಳಿದುಕೊಳ್ಳಲು PG ವ್ಯವಸ್ಥೆ ಇರುತ್ತದೆ. Salary : 20,000 bbox=[1223, 990, 1494, 1043]
ad-title: ಬೇಕಾಗಿದ್ದಾರೆ bbox=[1015, 378, 1238, 402]
ad-title: ಮನೆ ಮಾರಾಟಕ್ಕೆ ಇದೆ bbox=[785, 531, 1008, 554]
ad-body: 20x30 - 12.60 Lakhs 20x30 - 25.20 Lakhs Bank Loan upto 75%, Ready for Registration, Near Gurur Bus Stop, Ramabainagar, Mysore, DTCP approved. (Corporation Limits) 1.5 kms from J P Nagar Ring Road. bbox=[71, 1663, 398, 1716]
classified-ad bbox=[1214, 1506, 1502, 1629]
ad-body: 30 Guntas MUDA Conversion, BEML Layout Attached, Near Ring Road, Srirampura bbox=[1762, 1118, 1904, 1171]
ad-body: ಸಂಬಂಧಿಸಿದವರು ಬಳ ಕೊಡ್ಗಾಗಿ ರೂ 8 ಡಿ.ಎಂ. ದೂರದಲ್ಲಿರುವ ಒಟ್ಟು ಎಕರೆ ಜಮೀನು ಮಾರಾಟಕ್ಕಿದೆ. ಪ್ರೋತ್ಸಾಹ ಪ್ರಾಧಿಕಾರ ಬಡಾವಣೆ ಇಲ್ಲ. 3 ರಿಂದ ಪ್ರಾರಂಭ ಮಾಡಲಿದೆ. ತಿಕಾರಾಮ್ 9845875555 ಮಂಜುನಾಥ್ 7259592104 9164374021 bbox=[796, 254, 996, 321]
ad-phone: 9611881603 bbox=[958, 1323, 1208, 1344]
ad-body: ಕೇಂದ್ರ / JOB ವಾರದ ಸಂಬಳ 3000/- ರಿಂದ 5000/- ಮೊಬೈಲ್ ಮತ್ತು ಲ್ಯಾಪ್‌ಟಾಪ್ ಹೊಂದಿರಬೇಕು. bbox=[733, 1238, 934, 1264]
ad-body: ಮಹಿಳಾ ಸುಭವಸ್ಥೆಯ ತುಮಿನಲ್ಲಿ ಜಿಮ್ಮಿನ್ ಬೆಲ್ಟ್ ವರ್ಕ್‌ನ ಹೆಲ್ಪರ್, ಆಫೀಸ್ ಸಹಾಯಕರು, ಅಡುಗೆ, ಶುಚಿತ್ವ ಕೆಲಸಗಳಿಗೆ ಬೇಕಾಗಿದ್ದಾರೆ. 15 ವರ್ಷ ಮೇಲ್ಪಟ್ಟ ಹೆಣ್ಣು ಮಕ್ಕಳು ಸಂಪರ್ಕಿಸಿ. bbox=[415, 1118, 704, 1158]
classified-ad bbox=[1507, 1350, 1743, 1501]
ad-title: S.K.CONSTRUCTION bbox=[67, 1755, 403, 1779]
ad-body: Fashion Design Courses * Certification Course * Diploma Course * Advance Diploma Course Alpha School of Fashion Technology & Interior Design AT: SRIRAMPURA, GOKULAM, UDAYAGIRI, MYSORE bbox=[1250, 559, 1517, 612]
cyan-mark bbox=[65, 1905, 75, 1914]
article-body-text: ಮೈಸೂರು, ಜು. 15(ಆರ್‌ಕೆ)- ಜುಲೈ 18ರ ಸೋಮವಾರದಿಂದ ಮೈಸೂರು ನಗರ ಹಾಗೂ ಜಿಲ್ಲೆಯಾದ್ಯಂತ 18 ವರ್ಷ ಮೇಲ್ಪಟ್ಟವರಿಗೆ ಬೂಸ್ಟರ್ ಡೋಸ್ ಲಸಿಕೆ ನೀಡಲಾಗುವುದು. ಎಲ್ಲಾ ಸರ್ಕಾರಿ ಆಸ್ಪತ್ರೆಗಳಲ್ಲಿ ಉಚಿತವಾಗಿ ಬೂಸ್ಟರ್ ಡೋಸ್ (3ನೇ ಡೋಸ್) ನೀಡಲಿದ್ದು, ಆಧಾರ್ ಕಾರ್ಡ್ ಮತ್ತು 2ನೇ ಡೋಸ್ ಲಸಿಕೆ ಪಡೆದ 6 ತಿಂಗಳು ಪೂರ್ಣಗೊಂಡ ದೃಢೀಕರಣ ಪತ್ರದೊಂದಿಗೆ ಬಂದು ಲಸಿಕೆ ಪಡೆಯಬಹುದು ಎಂದು ಆರೋಗ್ಯ ಮತ್ತು ಕುಟುಂಬ ಕಲ್ಯಾಣ ಇಲಾಖೆ ಅಧಿಕಾರಿಗಳು ತಿಳಿಸಿದ್ದಾರೆ. ಲಸಿಕೆ ನೀಡಲು ತಂಡವನ್ನು ರಚಿಸಲಾಗಿದ್ದು ಎಂದು ತಿಳಿಸಿದ್ದಾರೆ. bbox=[65, 697, 387, 786]
ad-phone: 8884304444 bbox=[1216, 1061, 1501, 1083]
ad-title: HOUSE FOR SALE bbox=[397, 378, 778, 402]
yellow-mark bbox=[101, 1905, 111, 1914]
ad-title: WANTED TEACHERS bbox=[410, 834, 709, 858]
ad-title: ಉದ್ಯೋಗ ಅವಕಾಶ bbox=[958, 1635, 1208, 1658]
classified-ad bbox=[65, 1633, 404, 1749]
ad-phone: 6366599352 7483205140 8884533588 bbox=[67, 1478, 403, 1500]
classified-ad bbox=[1507, 1209, 1743, 1346]
ad-body: ಪಟ್ಟಣದಲ್ಲಿ ವಿ.ಎಸ್. #39, 1ನೇ ಮುಖ್ಯ ರಸ್ತೆ, 'ಎ' ಬ್ಲಾಕ್, ಮೈಸೂರು. ಬಟ್ಟೆ ಅಂಗಡಿಗೆ ಸೇಲ್ಸ್ ಮನ್ ಬೇಕಾಗಿದ್ದಾರೆ. ಸಂಪರ್ಕಿಸಿ: bbox=[1756, 1379, 1910, 1419]
ad-phone: 9743532664 bbox=[1750, 1323, 1917, 1344]
ad-title: ಕಲಸಕ್ಕೆ ಬೇಕಾಗಿದ್ದಾರೆ bbox=[1750, 962, 1917, 986]
ad-phone: 04045209698 bbox=[1530, 502, 1790, 523]
classified-ad bbox=[956, 1209, 1210, 1346]
classified-ad bbox=[715, 1754, 952, 1884]
ad-body: A) 30x40 HD Kote Road B) 30x50 Saptamantruke Layout attch C) 40x60 Bannur Road KBL Layout D) 20x30 G+1 House University Layout E) 30x40 Site and House JP Nagar PRAKRUTHI PROPERTIES bbox=[77, 1238, 393, 1291]
classified-ad bbox=[395, 225, 779, 372]
ad-phone: 9900305514 bbox=[410, 1862, 709, 1883]
article-textbooks bbox=[65, 107, 387, 678]
ad-title: WANTED bbox=[1508, 1090, 1742, 1114]
classified-ad bbox=[1507, 961, 1743, 1084]
ad-body: ಬ್ರಾಹ್ಮಣ್ ಲೇಔಟ್ Saptarashinagar, C Block 30x40, W/F 30x40 E/F A Block bbox=[962, 1118, 1204, 1144]
ad-phone: 9964031758 / 9739134938 bbox=[1508, 1726, 1742, 1748]
contact-line2: ಸಂಪರ್ಕಿಸಿ bbox=[1105, 132, 1161, 153]
ad-phone: 9538583377 bbox=[410, 1726, 709, 1748]
classified-ad bbox=[956, 1089, 1210, 1204]
ad-title: ಜಮೀನು ಮಾರಾಟಕ್ಕಿದೆ bbox=[958, 1210, 1208, 1234]
ad-body: ಮೈಸೂರು ನಗರದಲ್ಲಿ E-Com ಕೊರಿಯರ್‌ನಲ್ಲಿ ಕೆಲಸಕ್ಕೆ ಬೇಕಾಗಿದ್ದಾರೆ. ಆಕರ್ಷಕ ವೇತನ:– 20,000/– bbox=[80, 1379, 389, 1406]
classified-ad bbox=[956, 1633, 1210, 1749]
contact-number: 2496522/23 bbox=[1053, 177, 1250, 212]
classified-ad bbox=[956, 833, 1210, 956]
classified-ad bbox=[409, 1209, 710, 1346]
ad-body: 8.09.2022, 14 ದಿನಗಳ ಉಚಿತ ತರಬೇತಿ. ಕಂಪ್ಯೂಟರ್ ಅಕೌಂಟಿಂಗ್, ಟ್ಯಾಲಿ, ಮೊಬೈಲ್ ರಿಪೇರಿ ತರಬೇತಿ ಪ್ರಾರಂಭ. bbox=[1231, 1663, 1486, 1689]
top-ad-grid bbox=[395, 225, 1789, 677]
classified-ad bbox=[1528, 225, 1791, 372]
rate-box-line3: ಶನಿವಾರ bbox=[1809, 1811, 1857, 1831]
classified-ad bbox=[1749, 1633, 1918, 1749]
ad-phone: Mob: 7829937469, 9901803394 bbox=[1245, 654, 1523, 676]
classified-ad bbox=[1214, 1350, 1502, 1501]
ad-title: ಹೊಸ ಮನೆ ಮಾರಾಟಕ್ಕಿದೆ bbox=[716, 1507, 950, 1530]
portrait-photo bbox=[65, 200, 180, 333]
ad-title: ಸೈಟು ಮಾರಾಟಕ್ಕಿದೆ bbox=[1245, 226, 1523, 250]
ad-body: 1) ರೂಮಿನಲ್ಲಿ ಕೆಲಸ ಮಾಡಲು ಬಲ್ಲವರು 2) ಸೇಲ್ಸ್ ಗರ್ಲ್ಸ್ ಬೇಕಾಗಿದ್ದಾರೆ. bbox=[1230, 1535, 1487, 1547]
ad-phone: 7090079700 / 9035572879 bbox=[67, 1061, 403, 1083]
ad-phone: 9945373230 bbox=[1750, 1478, 1917, 1500]
ad-phone: 9743532664 bbox=[1750, 1181, 1917, 1203]
crop-mark bbox=[7, 931, 25, 932]
classified-ad bbox=[409, 961, 710, 1084]
ad-title: URGENT REQUIREMENT bbox=[1508, 1351, 1742, 1375]
ad-title: ಎಕ್ಸೆಲ್ ಬ್ಯುಸಿನೆಸ್ ಅಂಡ್ ಟ್ರಸ್ಟ್ bbox=[1216, 1635, 1501, 1658]
ad-title: ನಿರ್ಮಲ ಸರ್ವೀಸ್ bbox=[958, 834, 1208, 858]
classified-ad bbox=[1749, 961, 1918, 1084]
banner-days: ಪ್ರತಿ ಸೋಮವಾರ, ಗುರುವಾರ ಮತ್ತು ಶನಿವಾರ bbox=[414, 184, 659, 204]
banner-title: ವರ್ಗೀಕೃತ ಜಾಹೀರಾತು bbox=[516, 114, 926, 174]
ad-phone: 9886378344 bbox=[397, 502, 778, 523]
